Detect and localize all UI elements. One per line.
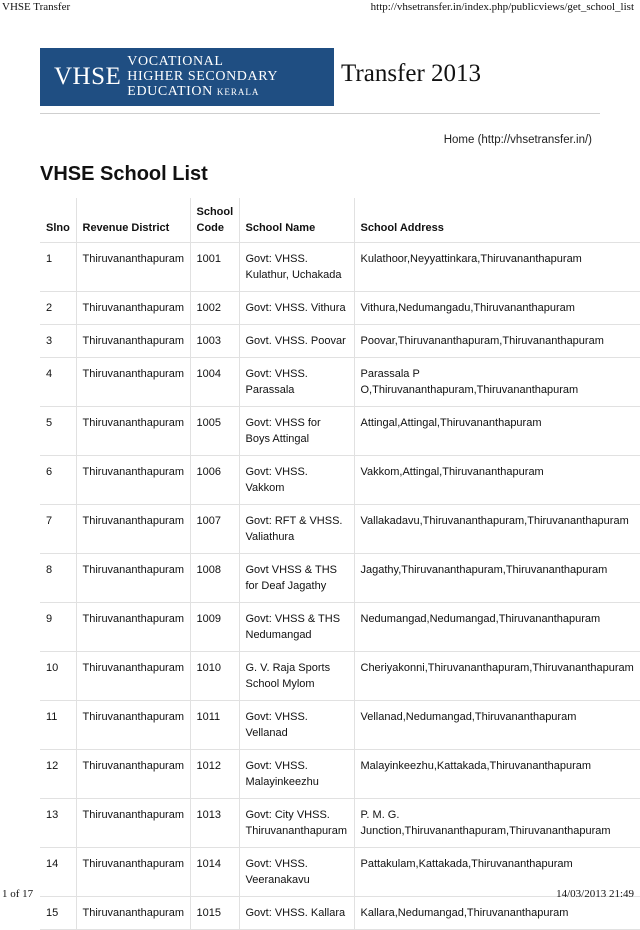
table-row	[40, 652, 640, 701]
cell-slno: 12	[40, 750, 76, 799]
header-divider	[40, 113, 600, 114]
table-row	[40, 701, 640, 750]
cell-code: 1013	[190, 799, 239, 848]
cell-school-address: Cheriyakonni,Thiruvananthapuram,Thiruvananthapuram	[354, 652, 640, 701]
cell-slno: 10	[40, 652, 76, 701]
cell-district: Thiruvananthapuram	[76, 325, 190, 358]
cell-school-address: Malayinkeezhu,Kattakada,Thiruvananthapuram	[354, 750, 640, 799]
cell-school-name: Govt: City VHSS. Thiruvananthapuram	[239, 799, 354, 848]
cell-district: Thiruvananthapuram	[76, 292, 190, 325]
col-header-code: School Code	[190, 198, 239, 243]
cell-slno: 9	[40, 603, 76, 652]
cell-school-name: Govt: VHSS. Vellanad	[239, 701, 354, 750]
cell-code: 1009	[190, 603, 239, 652]
vhse-logo	[40, 48, 334, 106]
cell-code: 1007	[190, 505, 239, 554]
cell-school-address: Nedumangad,Nedumangad,Thiruvananthapuram	[354, 603, 640, 652]
table-row	[40, 407, 640, 456]
cell-school-name: Govt: VHSS. Vakkom	[239, 456, 354, 505]
cell-school-name: Govt: VHSS. Vithura	[239, 292, 354, 325]
table-row	[40, 243, 640, 292]
print-footer	[0, 886, 638, 902]
col-header-address: School Address	[354, 198, 640, 243]
table-row	[40, 750, 640, 799]
cell-code: 1014	[190, 848, 239, 897]
cell-district: Thiruvananthapuram	[76, 358, 190, 407]
cell-district: Thiruvananthapuram	[76, 456, 190, 505]
table-row	[40, 292, 640, 325]
page-counter: 1 of 17	[2, 888, 34, 900]
cell-school-address: Parassala P O,Thiruvananthapuram,Thiruvananthapuram	[354, 358, 640, 407]
table-body	[40, 243, 640, 930]
cell-school-name: Govt: VHSS. Malayinkeezhu	[239, 750, 354, 799]
cell-school-address: Vellanad,Nedumangad,Thiruvananthapuram	[354, 701, 640, 750]
table-row	[40, 603, 640, 652]
cell-code: 1005	[190, 407, 239, 456]
cell-school-name: Govt. VHSS. Poovar	[239, 325, 354, 358]
home-link[interactable]: Home (http://vhsetransfer.in/)	[443, 134, 592, 146]
table-row	[40, 799, 640, 848]
cell-school-name: Govt: VHSS. Veeranakavu	[239, 848, 354, 897]
cell-district: Thiruvananthapuram	[76, 750, 190, 799]
cell-code: 1002	[190, 292, 239, 325]
cell-school-name: Govt: VHSS. Kulathur, Uchakada	[239, 243, 354, 292]
cell-school-address: Vallakadavu,Thiruvananthapuram,Thiruvananthapuram	[354, 505, 640, 554]
cell-school-address: Attingal,Attingal,Thiruvananthapuram	[354, 407, 640, 456]
logo-line-3-main: EDUCATION	[127, 84, 213, 99]
cell-district: Thiruvananthapuram	[76, 554, 190, 603]
cell-slno: 15	[40, 897, 76, 930]
cell-district: Thiruvananthapuram	[76, 897, 190, 930]
cell-district: Thiruvananthapuram	[76, 407, 190, 456]
col-header-district: Revenue District	[76, 198, 190, 243]
cell-school-name: Govt: VHSS & THS Nedumangad	[239, 603, 354, 652]
table-row	[40, 325, 640, 358]
table-row	[40, 505, 640, 554]
cell-code: 1004	[190, 358, 239, 407]
cell-school-address: Jagathy,Thiruvananthapuram,Thiruvananthapuram	[354, 554, 640, 603]
logo-line-2: HIGHER SECONDARY	[127, 69, 279, 84]
cell-school-address: Vakkom,Attingal,Thiruvananthapuram	[354, 456, 640, 505]
cell-code: 1012	[190, 750, 239, 799]
print-timestamp: 14/03/2013 21:49	[556, 888, 634, 900]
cell-code: 1008	[190, 554, 239, 603]
cell-slno: 13	[40, 799, 76, 848]
cell-school-name: Govt: VHSS for Boys Attingal	[239, 407, 354, 456]
cell-school-address: Kallara,Nedumangad,Thiruvananthapuram	[354, 897, 640, 930]
logo-line-3-sub: KERALA	[216, 87, 260, 97]
cell-slno: 6	[40, 456, 76, 505]
logo-line-1: VOCATIONAL	[127, 54, 224, 69]
col-header-name: School Name	[239, 198, 354, 243]
cell-district: Thiruvananthapuram	[76, 848, 190, 897]
cell-school-name: Govt: RFT & VHSS. Valiathura	[239, 505, 354, 554]
cell-school-name: G. V. Raja Sports School Mylom	[239, 652, 354, 701]
cell-slno: 1	[40, 243, 76, 292]
cell-school-name: Govt VHSS & THS for Deaf Jagathy	[239, 554, 354, 603]
cell-district: Thiruvananthapuram	[76, 701, 190, 750]
cell-code: 1003	[190, 325, 239, 358]
cell-code: 1011	[190, 701, 239, 750]
cell-slno: 11	[40, 701, 76, 750]
cell-district: Thiruvananthapuram	[76, 603, 190, 652]
cell-district: Thiruvananthapuram	[76, 243, 190, 292]
cell-code: 1015	[190, 897, 239, 930]
cell-code: 1006	[190, 456, 239, 505]
cell-slno: 7	[40, 505, 76, 554]
print-page-url: http://vhsetransfer.in/index.php/publicviews/get_school_list	[370, 1, 634, 13]
cell-school-address: Vithura,Nedumangadu,Thiruvananthapuram	[354, 292, 640, 325]
cell-slno: 4	[40, 358, 76, 407]
cell-school-address: Poovar,Thiruvananthapuram,Thiruvananthapuram	[354, 325, 640, 358]
logo-text	[127, 54, 278, 100]
cell-district: Thiruvananthapuram	[76, 799, 190, 848]
site-title: Transfer 2013	[341, 60, 482, 87]
table-header-row	[40, 198, 640, 243]
cell-slno: 3	[40, 325, 76, 358]
table-row	[40, 358, 640, 407]
table-row	[40, 554, 640, 603]
cell-school-name: Govt: VHSS. Parassala	[239, 358, 354, 407]
cell-code: 1010	[190, 652, 239, 701]
table-row	[40, 456, 640, 505]
col-header-slno: Slno	[40, 198, 76, 243]
cell-slno: 5	[40, 407, 76, 456]
cell-code: 1001	[190, 243, 239, 292]
cell-district: Thiruvananthapuram	[76, 652, 190, 701]
cell-slno: 8	[40, 554, 76, 603]
cell-district: Thiruvananthapuram	[76, 505, 190, 554]
logo-line-3	[127, 84, 278, 100]
logo-abbr: VHSE	[54, 63, 122, 90]
cell-school-name: Govt: VHSS. Kallara	[239, 897, 354, 930]
cell-slno: 14	[40, 848, 76, 897]
print-header	[0, 0, 638, 16]
print-page-title: VHSE Transfer	[2, 1, 71, 13]
cell-school-address: P. M. G. Junction,Thiruvananthapuram,Thiruvananthapuram	[354, 799, 640, 848]
cell-school-address: Kulathoor,Neyyattinkara,Thiruvananthapuram	[354, 243, 640, 292]
school-list-table	[40, 198, 640, 930]
cell-school-address: Pattakulam,Kattakada,Thiruvananthapuram	[354, 848, 640, 897]
page-heading: VHSE School List	[40, 163, 208, 185]
cell-slno: 2	[40, 292, 76, 325]
